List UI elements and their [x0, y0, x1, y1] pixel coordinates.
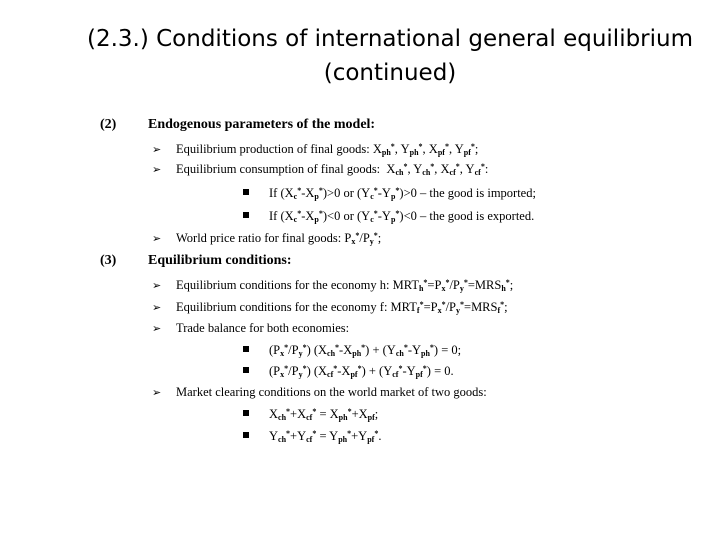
list-item-text: Equilibrium conditions for the economy h: $MRT_h^*=P_x^*/P_y^*=MRS_h^*$;	[176, 278, 514, 293]
slide-title: (2.3.) Conditions of international general equilibrium (continued)	[86, 26, 694, 86]
square-bullet-icon	[243, 212, 249, 218]
list-item-text: Market clearing conditions on the world market of two goods:	[176, 385, 487, 399]
square-bullet-icon	[243, 367, 249, 373]
list-item-text: If $(X_c^*-X_p^*)>0$ or $(Y_c^*-Y_p^*)>0$ – the good is imported;	[269, 186, 536, 201]
arrow-bullet-icon: ➢	[152, 279, 162, 292]
list-item-text: $X_{ch}^*+X_{cf}^* = X_{ph}^*+X_{pf}$;	[269, 407, 379, 422]
list-item-text: Equilibrium conditions for the economy f: $MRT_f^*=P_x^*/P_y^*=MRS_f^*$;	[176, 300, 508, 315]
section-number: (2)	[100, 117, 117, 132]
square-bullet-icon	[243, 432, 249, 438]
list-item-text: World price ratio for final goods: $P_x^*/P_y^*$;	[176, 231, 382, 246]
list-item-text: Equilibrium consumption of final goods: $X_{ch}^*$, $Y_{ch}^*$, $X_{cf}^*$, $Y_{cf}^*$:	[176, 162, 489, 177]
arrow-bullet-icon: ➢	[152, 143, 162, 156]
arrow-bullet-icon: ➢	[152, 301, 162, 314]
square-bullet-icon	[243, 346, 249, 352]
section-heading: Endogenous parameters of the model:	[148, 117, 376, 132]
list-item-text: $(P_x^*/P_y^*) (X_{cf}^*-X_{pf}^*) + (Y_{cf}^*-Y_{pf}^*) = 0$.	[269, 364, 454, 379]
list-item-text: Equilibrium production of final goods: $X_{ph}^*$, $Y_{ph}^*$, $X_{pf}^*$, $Y_{pf}^*$;	[176, 142, 479, 157]
arrow-bullet-icon: ➢	[152, 232, 162, 245]
arrow-bullet-icon: ➢	[152, 322, 162, 335]
section-number: (3)	[100, 253, 117, 268]
list-item-text: If $(X_c^*-X_p^*)<0$ or $(Y_c^*-Y_p^*)<0$ – the good is exported.	[269, 209, 535, 224]
arrow-bullet-icon: ➢	[152, 163, 162, 176]
list-item-text: Trade balance for both economies:	[176, 321, 350, 335]
list-item-text: $Y_{ch}^*+Y_{cf}^* = Y_{ph}^*+Y_{pf}^*$.	[269, 429, 382, 444]
arrow-bullet-icon: ➢	[152, 386, 162, 399]
list-item-text: $(P_x^*/P_y^*) (X_{ch}^*-X_{ph}^*) + (Y_{ch}^*-Y_{ph}^*) = 0$;	[269, 343, 462, 358]
square-bullet-icon	[243, 410, 249, 416]
section-heading: Equilibrium conditions:	[148, 253, 292, 268]
square-bullet-icon	[243, 189, 249, 195]
